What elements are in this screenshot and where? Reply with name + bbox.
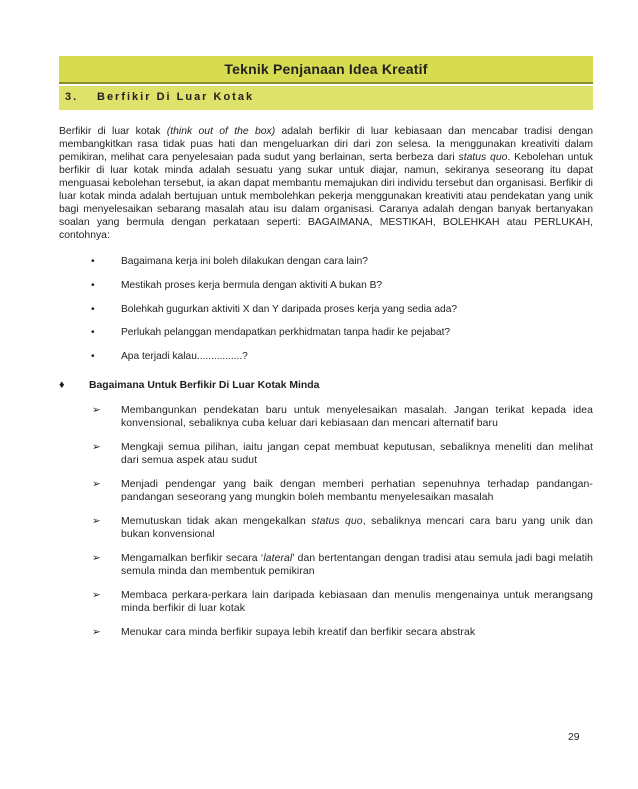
bullet: • xyxy=(91,256,95,267)
tip-text-part: , sebaliknya mencari cara baru yang unik dan bukan konvensional xyxy=(121,516,593,540)
subsection-title: Bagaimana Untuk Berfikir Di Luar Kotak Minda xyxy=(89,380,320,391)
tip-text-part: Mengamalkan berfikir secara ‘ xyxy=(121,553,264,564)
list-item xyxy=(59,626,593,639)
section-band xyxy=(59,86,593,110)
list-item xyxy=(59,478,593,504)
question-text: Bolehkah gugurkan aktiviti X dan Y daripada proses kerja yang sedia ada? xyxy=(121,303,458,315)
page-title: Teknik Penjanaan Idea Kreatif xyxy=(224,61,428,77)
bullet: • xyxy=(91,303,95,315)
list-item xyxy=(59,441,593,467)
tip-text xyxy=(121,515,593,541)
tip-text-italic: status quo xyxy=(311,516,363,527)
bullet: • xyxy=(91,279,95,291)
intro-mid-italic: status quo xyxy=(458,152,508,163)
bullet: • xyxy=(91,327,95,339)
question-text: Perlukah pelanggan mendapatkan perkhidmatan tanpa hadir ke pejabat? xyxy=(121,327,451,339)
intro-lead-italic: (think out of the box) xyxy=(166,126,276,137)
title-band xyxy=(59,56,593,84)
list-item xyxy=(59,552,593,578)
list-item xyxy=(59,351,593,375)
arrow-bullet-icon: ➢ xyxy=(92,553,101,564)
tip-text: Membaca perkara-perkara lain daripada kebiasaan dan menulis mengenainya untuk merangsang minda berfikir di luar kotak xyxy=(121,590,593,614)
question-text: Mestikah proses kerja bermula dengan aktiviti A bukan B? xyxy=(121,279,383,291)
arrow-bullet-icon: ➢ xyxy=(92,479,101,490)
bullet: • xyxy=(91,351,95,363)
intro-tail: . Kebolehan untuk berfikir di luar kotak minda adalah sesuatu yang sukar untuk diajar, namun, sekiranya seseorang itu dapat menguasai kebolehan tersebut, ia akan dapat membantu memajukan diri individu tersebut dan organisasi. Berfikir di luar kotak minda adalah bertujuan untuk membolehkan pekerja menggunakan kreativiti atau pendekatan yang unik bagi menyelesaikan sebarang masalah atau isu dalam organisasi. Caranya adalah dengan banyak bertanyakan soalan yang bermula dengan perkataan seperti: BAGAIMANA, MESTIKAH, BOLEHKAH atau PERLUKAH, contohnya: xyxy=(59,152,593,241)
question-list xyxy=(59,256,593,375)
section-number: 3. xyxy=(65,91,79,103)
question-text: Apa terjadi kalau................? xyxy=(121,351,248,363)
title-rule xyxy=(59,82,593,84)
tip-text: Membangunkan pendekatan baru untuk menyelesaikan masalah. Jangan terikat kepada idea konvensional, sebaliknya cuba keluar dari kebiasaan dan mencari alternatif baru xyxy=(121,405,593,429)
arrow-bullet-icon: ➢ xyxy=(92,516,101,527)
tip-text-part: ’ dan bertentangan dengan tradisi atau semula jadi bagi melatih semula minda dan membentuk pemikiran xyxy=(121,553,593,577)
arrow-bullet-icon: ➢ xyxy=(92,405,101,416)
section-heading: Berfikir Di Luar Kotak xyxy=(97,91,255,103)
list-item xyxy=(59,327,593,351)
arrow-bullet-icon: ➢ xyxy=(92,590,101,601)
list-item xyxy=(59,515,593,541)
question-text: Bagaimana kerja ini boleh dilakukan dengan cara lain? xyxy=(121,256,368,267)
intro-lead: Berfikir di luar kotak xyxy=(59,126,167,137)
diamond-icon: ♦ xyxy=(59,379,65,391)
intro-paragraph xyxy=(59,125,593,242)
list-item xyxy=(59,589,593,615)
list-item xyxy=(59,304,593,328)
tip-text xyxy=(121,552,593,578)
tip-text: Menukar cara minda berfikir supaya lebih kreatif dan berfikir secara abstrak xyxy=(121,627,476,638)
tip-text-italic: lateral xyxy=(263,553,293,564)
list-item xyxy=(59,256,593,280)
page-number: 29 xyxy=(568,732,580,743)
arrow-bullet-icon: ➢ xyxy=(92,627,101,638)
tip-text: Menjadi pendengar yang baik dengan memberi perhatian sepenuhnya terhadap pandangan-pandangan seseorang yang mungkin boleh membantu menyelesaikan masalah xyxy=(121,479,593,503)
arrow-bullet-icon: ➢ xyxy=(92,442,101,453)
list-item xyxy=(59,404,593,430)
intro-mid: adalah berfikir di luar kebiasaan dan mencabar tradisi dengan membangkitkan rasa tidak puas hati dan mengeluarkan diri dari zon selesa. Ia menggunakan kreativiti dalam pemikiran, melihat cara penyelesaian pada sudut yang berlainan, serta berbeza dari xyxy=(59,126,594,163)
tips-list xyxy=(59,404,593,650)
tip-text: Mengkaji semua pilihan, iaitu jangan cepat membuat keputusan, sebaliknya meneliti dan melihat dari semua aspek atau sudut xyxy=(121,442,593,466)
tip-text-part: Memutuskan tidak akan mengekalkan xyxy=(121,516,312,527)
list-item xyxy=(59,280,593,304)
